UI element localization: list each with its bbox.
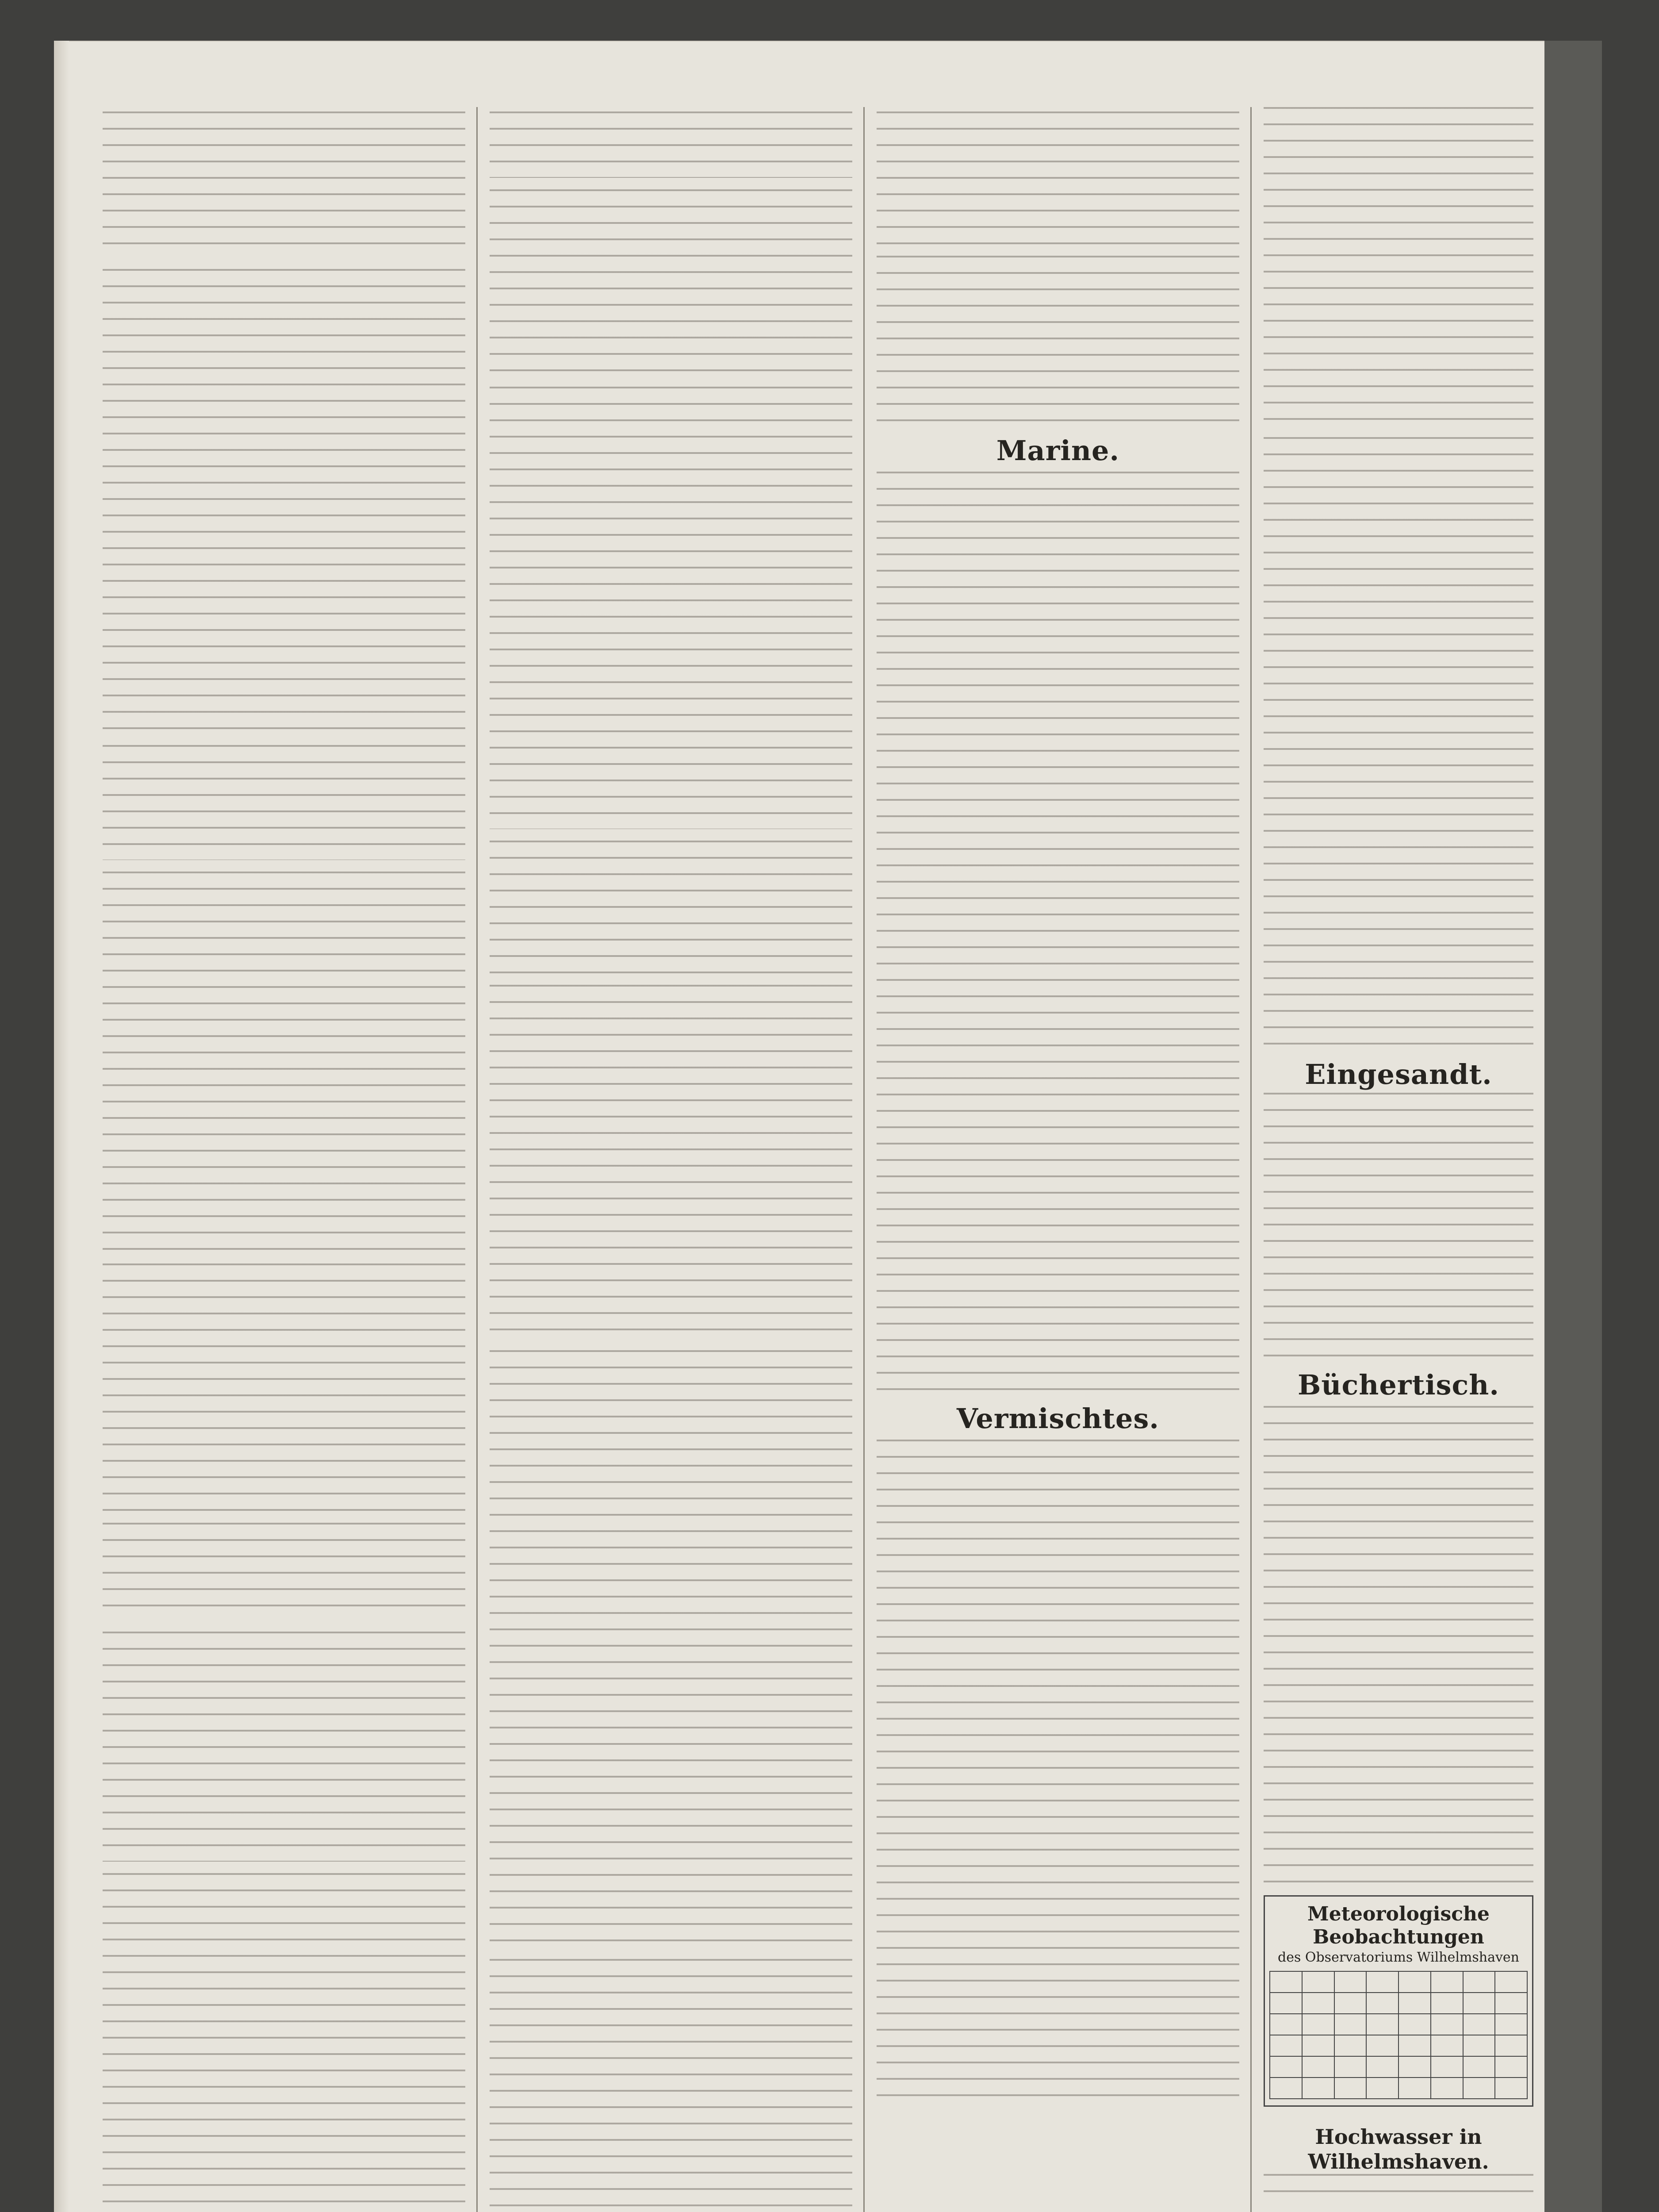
article [877, 111, 1239, 244]
column-rule [1250, 107, 1252, 2212]
table-cell [1270, 2035, 1302, 2056]
table-cell [1431, 2014, 1463, 2035]
table-cell [1398, 1971, 1431, 1993]
column-3 [877, 107, 1239, 2212]
illegible-text-block [1264, 1406, 1533, 1884]
table-cell [1366, 2056, 1398, 2078]
column-1 [103, 107, 465, 2212]
eingesandt-heading: Eingesandt. [1305, 1058, 1492, 1091]
article [490, 985, 852, 1339]
weather-title: Meteorologische Beobachtungen [1307, 1903, 1490, 1948]
table-cell [1398, 2078, 1431, 2099]
article [1264, 107, 1533, 426]
table-cell [1302, 2035, 1334, 2056]
table-cell [1334, 2014, 1367, 2035]
table-row [1270, 1993, 1527, 2014]
article [103, 1263, 465, 1511]
illegible-text-block [103, 872, 465, 1252]
table-cell [1366, 2035, 1398, 2056]
table-cell [1431, 2078, 1463, 2099]
table-cell [1398, 2014, 1431, 2035]
table-cell [1431, 2056, 1463, 2078]
table-cell [1334, 2035, 1367, 2056]
table-cell [1270, 2056, 1302, 2078]
buechertisch-heading: Büchertisch. [1298, 1369, 1499, 1401]
illegible-text-block [1264, 437, 1533, 1048]
table-cell [1302, 2078, 1334, 2099]
table-cell [1463, 1971, 1495, 1993]
weather-subtitle: des Observatoriums Wilhelmshaven [1277, 1950, 1519, 1965]
table-row [1270, 1971, 1527, 1993]
vermischtes-section [877, 1403, 1239, 2103]
table-cell [1495, 1971, 1527, 1993]
illegible-text-block [490, 1959, 852, 2212]
table-cell [1302, 2014, 1334, 2035]
column-2 [490, 107, 852, 2212]
illegible-text-block [1264, 107, 1533, 426]
table-row [1270, 2056, 1527, 2078]
table-cell [1334, 1971, 1367, 1993]
table-cell [1302, 1993, 1334, 2014]
table-cell [1302, 2056, 1334, 2078]
illegible-text-block [1264, 1093, 1533, 1358]
table-cell [1463, 2078, 1495, 2099]
table-cell [1463, 2014, 1495, 2035]
table-cell [1398, 1993, 1431, 2014]
illegible-text-block [103, 1632, 465, 1862]
illegible-text-block [490, 985, 852, 1339]
table-cell [1398, 2056, 1431, 2078]
illegible-text-block [490, 387, 852, 829]
article [490, 1959, 852, 2212]
table-cell [1495, 2078, 1527, 2099]
illegible-text-block [490, 841, 852, 973]
article [490, 111, 852, 178]
illegible-text-block [103, 1263, 465, 1511]
article [103, 269, 465, 733]
eingesandt-section [1264, 1059, 1533, 1358]
column-rule [863, 107, 865, 2212]
illegible-text-block [103, 745, 465, 860]
weather-table [1269, 1971, 1528, 2099]
article [103, 1873, 465, 2212]
article [490, 841, 852, 973]
article [103, 1523, 465, 1620]
table-cell [1366, 2078, 1398, 2099]
marine-section [877, 435, 1239, 1392]
table-cell [1431, 2035, 1463, 2056]
newspaper-page [54, 41, 1602, 2212]
article [103, 745, 465, 860]
table-cell [1366, 2014, 1398, 2035]
weather-box [1264, 1895, 1533, 2107]
vermischtes-heading: Vermischtes. [957, 1402, 1159, 1435]
article [103, 1632, 465, 1862]
table-cell [1463, 1993, 1495, 2014]
illegible-text-block [877, 472, 1239, 1392]
article [1264, 437, 1533, 1048]
illegible-text-block [877, 256, 1239, 424]
illegible-text-block [103, 1873, 465, 2212]
illegible-text-block [1264, 2174, 1533, 2200]
table-cell [1270, 2078, 1302, 2099]
table-cell [1270, 2014, 1302, 2035]
page-fold-shadow [54, 41, 69, 2212]
table-cell [1270, 1993, 1302, 2014]
table-cell [1495, 2056, 1527, 2078]
scan-background-strip [1544, 41, 1602, 2212]
buechertisch-section [1264, 1370, 1533, 1884]
table-cell [1366, 1993, 1398, 2014]
illegible-text-block [490, 1350, 852, 1947]
table-cell [1334, 1993, 1367, 2014]
article [490, 189, 852, 375]
illegible-text-block [103, 269, 465, 733]
table-cell [1334, 2078, 1367, 2099]
table-cell [1431, 1993, 1463, 2014]
table-row [1270, 2014, 1527, 2035]
table-cell [1463, 2035, 1495, 2056]
table-cell [1302, 1971, 1334, 1993]
article [490, 1350, 852, 1947]
table-cell [1495, 1993, 1527, 2014]
column-4 [1264, 107, 1533, 2212]
table-cell [1366, 1971, 1398, 1993]
table-cell [1495, 2014, 1527, 2035]
illegible-text-block [877, 1440, 1239, 2103]
table-cell [1398, 2035, 1431, 2056]
illegible-text-block [490, 189, 852, 375]
article [103, 872, 465, 1252]
table-cell [1495, 2035, 1527, 2056]
illegible-text-block [877, 111, 1239, 244]
illegible-text-block [490, 111, 852, 178]
illegible-text-block [103, 111, 465, 257]
table-cell [1431, 1971, 1463, 1993]
table-cell [1463, 2056, 1495, 2078]
column-rule [476, 107, 478, 2212]
article [877, 256, 1239, 424]
hochwasser-heading: Hochwasser in Wilhelmshaven. [1308, 2125, 1489, 2174]
article [103, 111, 465, 257]
article [490, 387, 852, 829]
table-cell [1270, 1971, 1302, 1993]
table-cell [1334, 2056, 1367, 2078]
illegible-text-block [103, 1523, 465, 1620]
table-row [1270, 2035, 1527, 2056]
marine-heading: Marine. [996, 434, 1120, 467]
table-row [1270, 2078, 1527, 2099]
